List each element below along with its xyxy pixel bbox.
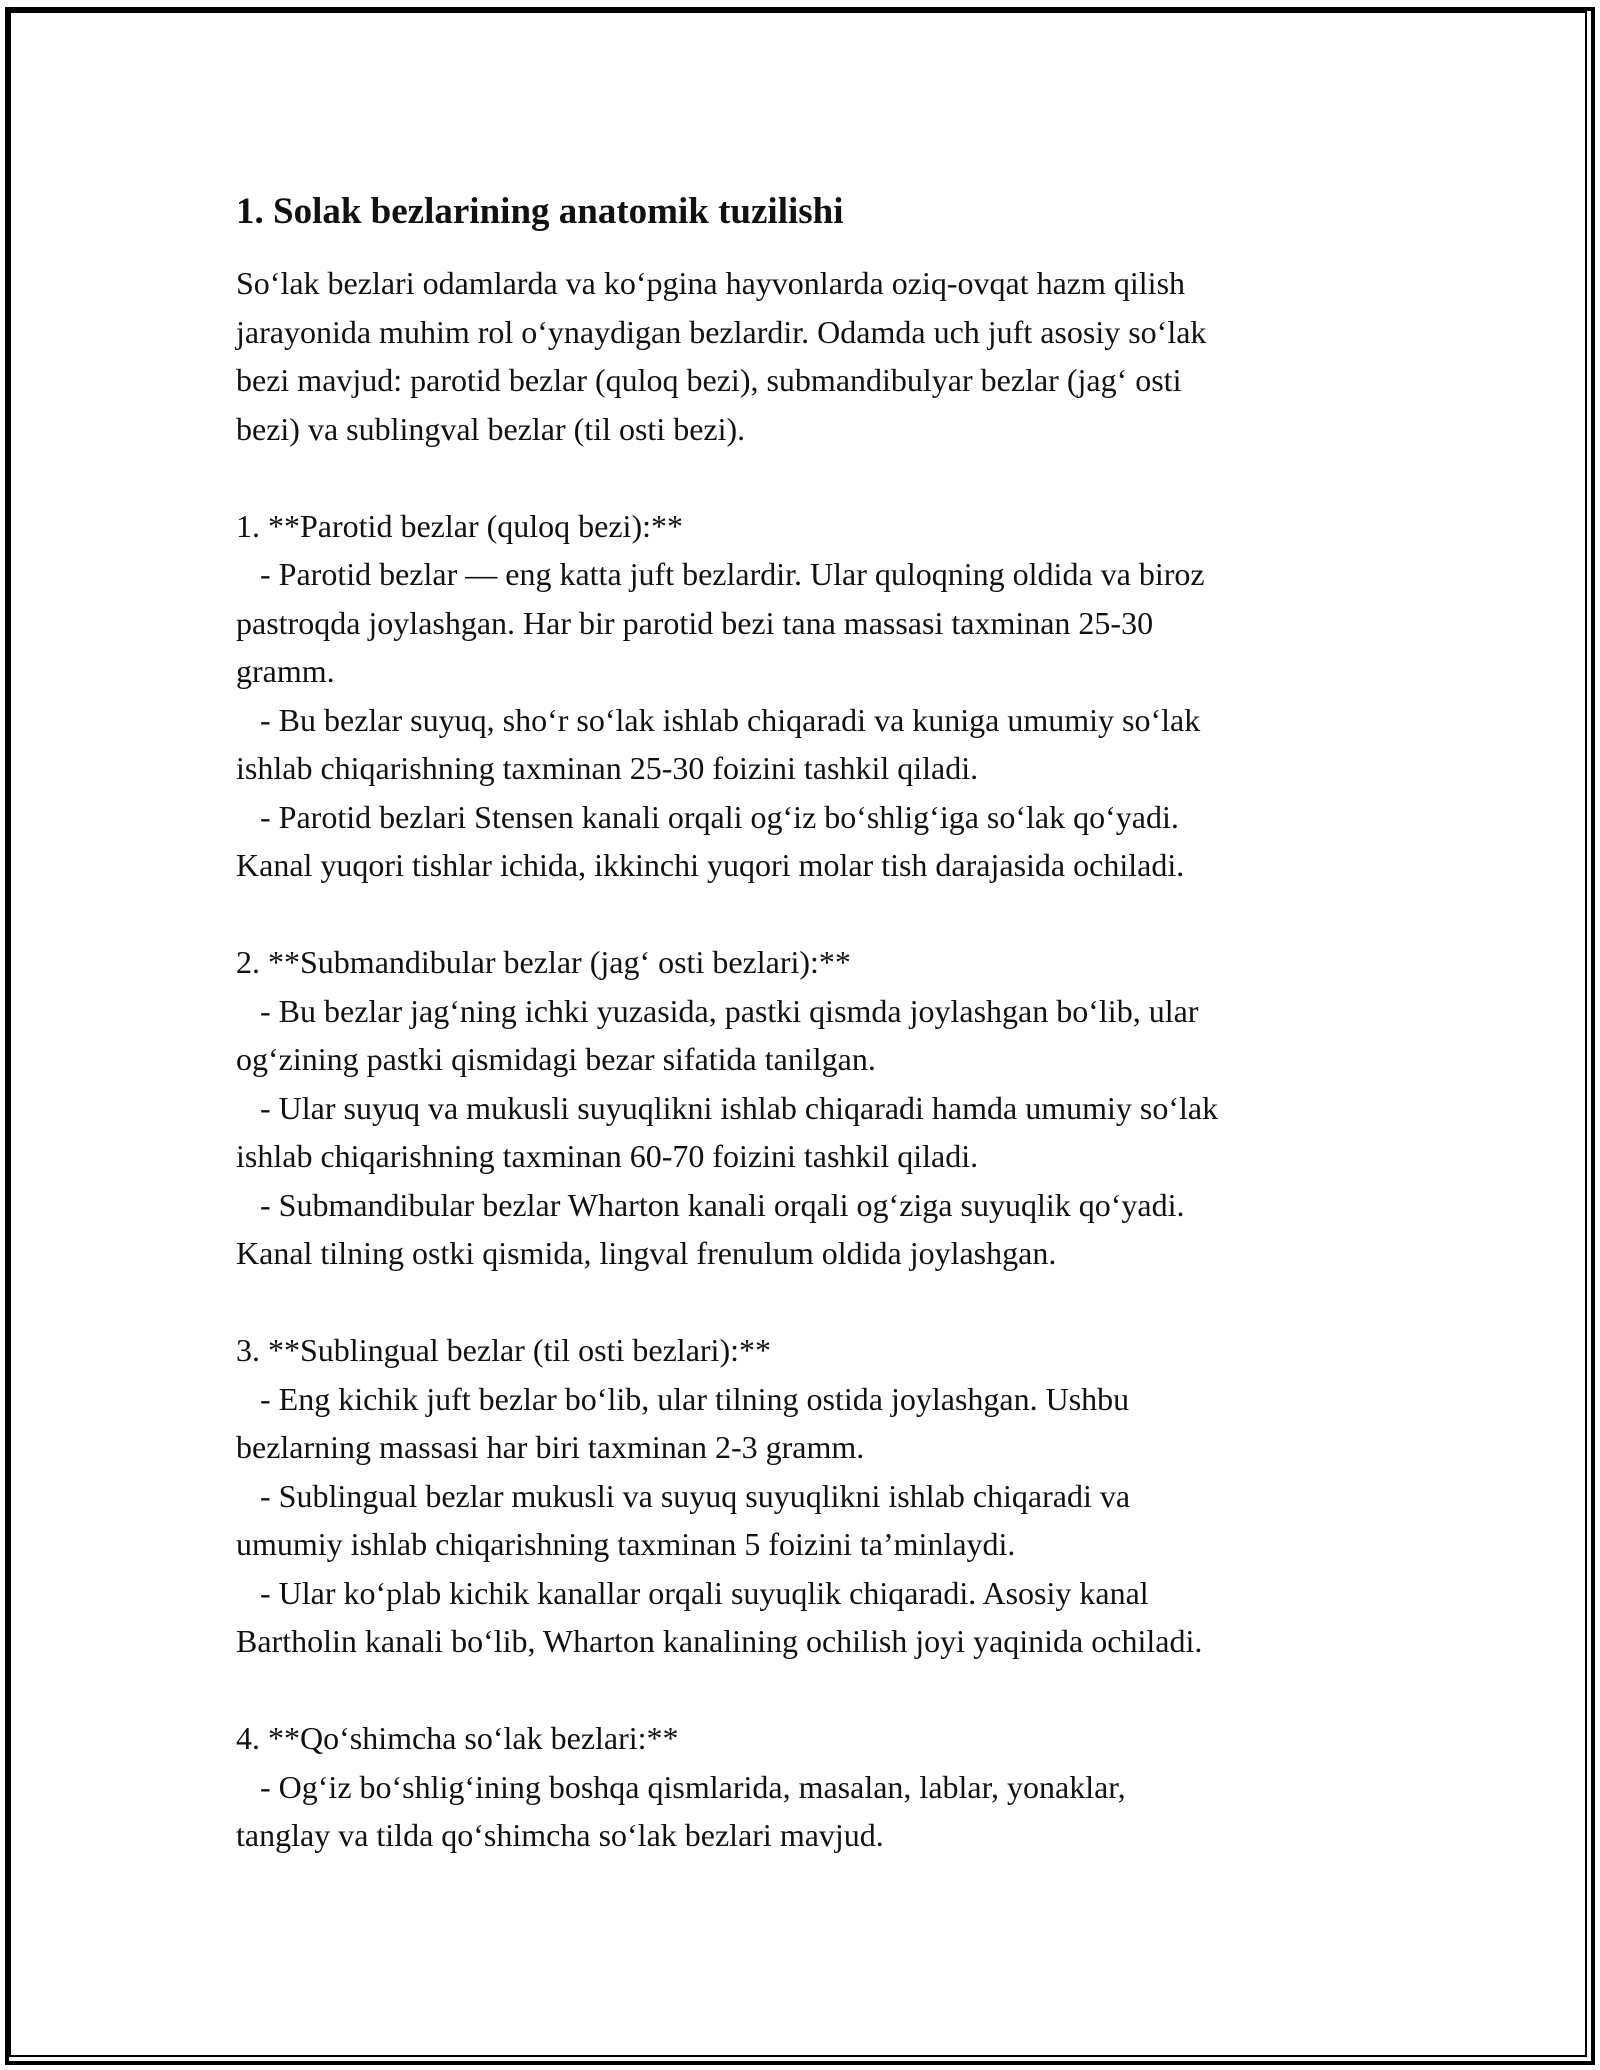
paragraph-gap <box>236 453 1376 502</box>
intro-paragraph: So‘lak bezlari odamlarda va ko‘pgina hayvonlarda oziq-ovqat hazm qilish jarayonida muhim rol o‘ynaydigan bezlardir. Odamda uch juft asosiy so‘lak bezi mavjud: parotid bezlar (quloq bezi), submandibulyar bezlar (jag‘ osti bezi) va sublingval bezlar (til osti bezi). <box>236 265 1207 447</box>
paragraph-gap <box>236 890 1376 939</box>
section-heading-sublingual: 3. **Sublingual bezlar (til osti bezlari):** <box>236 1332 771 1368</box>
paragraph-gap <box>236 1666 1376 1715</box>
section-heading-submandibular: 2. **Submandibular bezlar (jag‘ osti bezlari):** <box>236 944 851 980</box>
document-title: 1. Solak bezlarining anatomik tuzilishi <box>236 191 844 232</box>
section-heading-parotid: 1. **Parotid bezlar (quloq bezi):** <box>236 507 683 544</box>
section-body-parotid: - Parotid bezlar — eng katta juft bezlardir. Ular quloqning oldida va biroz pastroqda joylashgan. Har bir parotid bezi tana massasi taxminan 25-30 gramm. - Bu bezlar suyuq, sho‘r so‘lak ishlab chiqaradi va kuniga umumiy so‘lak ishlab chiqarishning taxminan 25-30 foizini tashkil qiladi. - Parotid bezlari Stensen kanali orqali og‘iz bo‘shlig‘iga so‘lak qo‘yadi. Kanal yuqori tishlar ichida, ikkinchi yuqori molar tish darajasida ochiladi. <box>236 556 1205 883</box>
section-body-sublingual: - Eng kichik juft bezlar bo‘lib, ular tilning ostida joylashgan. Ushbu bezlarning massasi har biri taxminan 2-3 gramm. - Sublingual bezlar mukusli va suyuq suyuqlikni ishlab chiqaradi va umumiy ishlab chiqarishning taxminan 5 foizini ta’minlaydi. - Ular ko‘plab kichik kanallar orqali suyuqlik chiqaradi. Asosiy kanal Bartholin kanali bo‘lib, Wharton kanalining ochilish joyi yaqinida ochiladi. <box>236 1380 1203 1659</box>
section-body-submandibular: - Bu bezlar jag‘ning ichki yuzasida, pastki qismda joylashgan bo‘lib, ular og‘zining pastki qismidagi bezar sifatida tanilgan. - Ular suyuq va mukusli suyuqlikni ishlab chiqaradi hamda umumiy so‘lak ishlab chiqarishning taxminan 60-70 foizini tashkil qiladi. - Submandibular bezlar Wharton kanali orqali og‘ziga suyuqlik qo‘yadi. Kanal tilning ostki qismida, lingval frenulum oldida joylashgan. <box>236 992 1219 1271</box>
section-body-accessory: - Og‘iz bo‘shlig‘ining boshqa qismlarida, masalan, lablar, yonaklar, tanglay va tilda qo‘shimcha so‘lak bezlari mavjud. <box>236 1768 1126 1853</box>
document-body <box>236 186 1376 1860</box>
section-heading-accessory: 4. **Qo‘shimcha so‘lak bezlari:** <box>236 1720 679 1756</box>
paragraph-gap <box>236 1278 1376 1327</box>
